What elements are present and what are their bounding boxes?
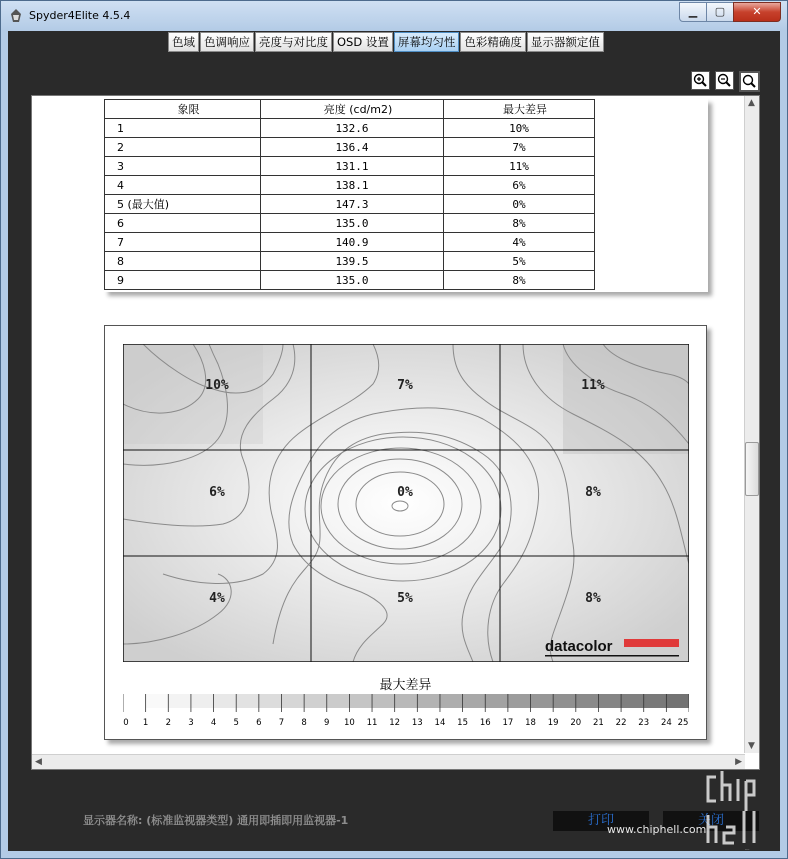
table-row [105,271,595,290]
legend-tick-label: 1 [142,718,149,728]
display-name-label: 显示器名称: (标准监视器类型) 通用即插即用监视器-1 [83,814,349,827]
legend-swatch [621,694,644,708]
close-button[interactable]: 关闭 [663,811,759,831]
report-viewport[interactable] [31,95,760,770]
legend-swatch [440,694,463,708]
legend-swatch [168,694,191,708]
watermark-text: chip hell [745,850,750,851]
cell-quadrant: 2 [105,138,261,157]
legend-tick-label: 8 [301,718,307,728]
cell-quadrant: 1 [105,119,261,138]
quadrant-diff-label: 7% [397,378,413,393]
zoom-fit-icon [741,73,758,90]
chiphell-watermark [706,771,784,851]
legend-swatch [553,694,576,708]
quadrant-diff-label: 10% [205,378,229,393]
cell-max-diff: 7% [444,138,595,157]
legend-tick-label: 22 [615,718,627,728]
cell-quadrant: 4 [105,176,261,195]
legend-tick-label: 25 [677,718,689,728]
uniformity-chart [104,325,707,740]
legend-tick-label: 6 [256,718,262,728]
quadrant-diff-label: 5% [397,591,413,606]
legend-swatch [191,694,214,708]
title-bar[interactable] [1,1,787,31]
zoom-in-button[interactable] [691,71,710,90]
legend-tick-label: 23 [638,718,650,728]
legend-tick-label: 21 [593,718,604,728]
legend-tick-label: 5 [233,718,239,728]
legend-swatch [666,694,689,708]
legend-swatch [236,694,259,708]
cell-luminance: 135.0 [261,271,444,290]
close-window-button[interactable] [733,2,781,22]
table-body [105,119,595,290]
shade-q1 [123,344,263,444]
quadrant-diff-label: 8% [585,591,601,606]
cell-luminance: 135.0 [261,214,444,233]
scroll-down-icon[interactable]: ▼ [748,741,755,751]
cell-quadrant: 6 [105,214,261,233]
legend-swatch [395,694,418,708]
legend-tick-label: 24 [660,718,672,728]
vertical-scroll-thumb[interactable] [745,442,759,496]
legend-swatch [281,694,304,708]
legend-tick-label: 18 [525,718,536,728]
legend-tick-label: 10 [343,718,355,728]
tab-brightness-contrast[interactable]: 亮度与对比度 [255,32,332,52]
tab-tone-response[interactable]: 色调响应 [200,32,254,52]
cell-quadrant: 7 [105,233,261,252]
table-row [105,138,595,157]
legend-swatch [214,694,237,708]
legend-tick-label: 17 [502,718,514,728]
cell-max-diff: 5% [444,252,595,271]
legend-swatch [372,694,395,708]
legend-tick-label: 0 [123,718,129,728]
legend-swatch [644,694,667,708]
cell-luminance: 138.1 [261,176,444,195]
zoom-fit-button[interactable] [739,71,760,92]
header-quadrant: 象限 [105,100,261,119]
vertical-scrollbar[interactable] [744,96,759,753]
legend-swatch [327,694,350,708]
brand-text: datacolor [545,638,613,655]
quadrant-diff-label: 8% [585,485,601,500]
legend-tick-label: 14 [434,718,446,728]
legend-tick-label: 7 [278,718,285,728]
legend-swatch [531,694,554,708]
cell-quadrant: 5 (最大值) [105,195,261,214]
legend-tick-label: 13 [411,718,423,728]
maximize-icon: ▢ [714,5,726,18]
legend-tick-label: 3 [188,718,194,728]
maximize-button[interactable] [706,2,734,22]
tab-screen-uniformity[interactable]: 屏幕均匀性 [394,32,460,52]
scroll-right-icon[interactable]: ▶ [735,757,742,767]
scroll-left-icon[interactable]: ◀ [35,757,42,767]
legend-swatch [463,694,486,708]
cell-max-diff: 11% [444,157,595,176]
legend-swatch [123,694,146,708]
table-row [105,252,595,271]
print-button[interactable]: 打印 [553,811,649,831]
uniformity-table [104,99,595,290]
header-luminance: 亮度 (cd/m2) [261,100,444,119]
quadrant-diff-label: 0% [397,485,413,500]
table-row [105,119,595,138]
legend-swatch [146,694,169,708]
cell-quadrant: 8 [105,252,261,271]
legend-tick-label: 12 [389,718,401,728]
table-row [105,214,595,233]
cell-max-diff: 6% [444,176,595,195]
watermark-url: www.chiphell.com [607,823,707,836]
tab-color-accuracy[interactable]: 色彩精确度 [460,32,526,52]
cell-luminance: 132.6 [261,119,444,138]
cell-luminance: 147.3 [261,195,444,214]
cell-luminance: 136.4 [261,138,444,157]
legend-swatch [304,694,327,708]
cell-max-diff: 8% [444,214,595,233]
report-tabs [168,32,605,52]
minimize-button[interactable] [679,2,707,22]
cell-luminance: 139.5 [261,252,444,271]
legend-swatch [417,694,440,708]
cell-max-diff: 8% [444,271,595,290]
cell-max-diff: 4% [444,233,595,252]
quadrant-diff-label: 6% [209,485,225,500]
legend-swatch [576,694,599,708]
header-max-diff: 最大差异 [444,100,595,119]
legend-title: 最大差异 [379,678,432,693]
app-icon [9,8,23,24]
table-row [105,157,595,176]
brand-underline [545,655,679,657]
legend-tick-label: 20 [570,718,582,728]
legend-swatch [349,694,372,708]
table-row [105,176,595,195]
tab-gamut[interactable]: 色域 [168,32,199,52]
tab-osd-settings[interactable]: OSD 设置 [333,32,393,52]
cell-max-diff: 0% [444,195,595,214]
legend-tick-label: 2 [165,718,171,728]
legend-tick-label: 16 [479,718,491,728]
cell-quadrant: 3 [105,157,261,176]
legend-tick-label: 9 [324,718,330,728]
zoom-in-icon [692,72,709,89]
close-icon: ✕ [752,5,762,18]
minimize-icon: ▁ [688,5,698,18]
tab-display-rating[interactable]: 显示器额定值 [527,32,604,52]
legend-swatch [259,694,282,708]
legend-tick-label: 15 [457,718,469,728]
cell-max-diff: 10% [444,119,595,138]
legend-scale [123,694,689,734]
zoom-out-icon [716,72,733,89]
cell-luminance: 140.9 [261,233,444,252]
horizontal-scrollbar[interactable] [32,754,745,769]
legend-swatch [598,694,621,708]
legend-swatch [485,694,508,708]
scroll-up-icon[interactable]: ▲ [748,98,755,108]
legend-tick-label: 4 [210,718,217,728]
window-title: Spyder4Elite 4.5.4 [29,9,131,22]
legend-tick-label: 11 [366,718,378,728]
quadrant-diff-label: 4% [209,591,225,606]
uniformity-contour-map [123,344,689,662]
zoom-out-button[interactable] [715,71,734,90]
cell-luminance: 131.1 [261,157,444,176]
cell-quadrant: 9 [105,271,261,290]
legend-tick-label: 19 [547,718,559,728]
brand-red-bar [624,639,679,647]
table-row [105,233,595,252]
legend-swatch [508,694,531,708]
quadrant-diff-label: 11% [581,378,605,393]
table-row [105,195,595,214]
